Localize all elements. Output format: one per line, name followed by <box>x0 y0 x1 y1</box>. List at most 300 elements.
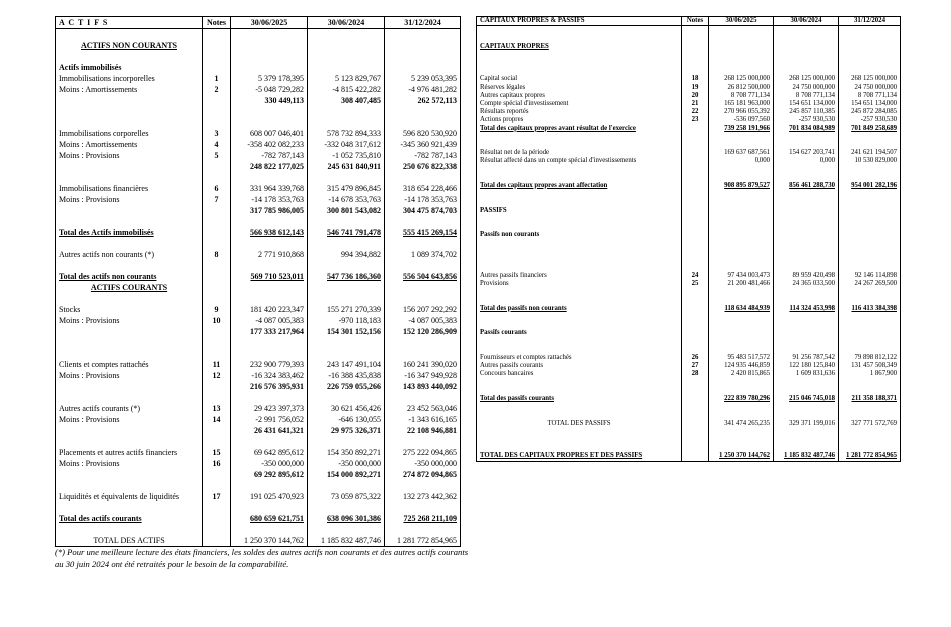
spacer-row <box>477 190 901 198</box>
row-label: Actions propres <box>477 116 682 124</box>
empty-cell <box>477 288 682 296</box>
spacer-row <box>477 198 901 206</box>
value-2024-12: 556 504 643,856 <box>385 271 461 282</box>
empty-cell <box>385 106 461 117</box>
empty-cell <box>385 392 461 403</box>
empty-cell <box>774 198 839 206</box>
spacer-row <box>477 411 901 419</box>
value-2024-06: -332 048 317,612 <box>308 139 385 150</box>
value-2025-06: 222 839 780,296 <box>709 395 774 403</box>
note-ref: 28 <box>682 370 709 378</box>
empty-cell <box>385 117 461 128</box>
empty-cell <box>477 379 682 387</box>
note-ref <box>682 149 709 157</box>
note-ref: 22 <box>682 108 709 116</box>
value-2024-06: 300 801 543,082 <box>308 205 385 216</box>
empty-cell <box>839 313 901 321</box>
row-label: Autres passifs financiers <box>477 272 682 280</box>
empty-cell <box>231 293 308 304</box>
empty-cell <box>385 480 461 491</box>
empty-cell <box>709 428 774 436</box>
value-2024-12: -16 347 949,928 <box>385 370 461 381</box>
empty-cell <box>308 40 385 51</box>
empty-cell <box>682 247 709 255</box>
note-ref: 21 <box>682 100 709 108</box>
value-2024-12: -350 000,000 <box>385 458 461 469</box>
table-row <box>56 205 461 216</box>
empty-cell <box>477 313 682 321</box>
section-heading: ACTIFS NON COURANTS <box>56 40 203 51</box>
empty-cell <box>839 288 901 296</box>
table-row <box>56 194 461 205</box>
empty-cell <box>308 117 385 128</box>
spacer-row <box>477 174 901 182</box>
empty-cell <box>709 141 774 149</box>
value-2025-06: 216 576 395,931 <box>231 381 308 392</box>
empty-cell <box>308 337 385 348</box>
empty-cell <box>709 444 774 452</box>
spacer-row <box>477 215 901 223</box>
value-2024-06: 215 046 745,018 <box>774 395 839 403</box>
value-2025-06: 739 258 191,966 <box>709 125 774 133</box>
value-2024-06: 1 609 831,636 <box>774 370 839 378</box>
value-2025-06: 26 812 500,000 <box>709 84 774 92</box>
note-ref <box>203 205 231 216</box>
spacer-row <box>477 264 901 272</box>
row-label: Autres actifs courants (*) <box>56 403 203 414</box>
spacer-row <box>56 260 461 271</box>
value-2024-06: 114 324 453,998 <box>774 305 839 313</box>
section-heading: ACTIFS COURANTS <box>56 282 203 293</box>
empty-cell <box>203 40 231 51</box>
value-2024-06: 856 461 288,730 <box>774 182 839 190</box>
empty-cell <box>774 428 839 436</box>
empty-cell <box>682 387 709 395</box>
empty-cell <box>682 313 709 321</box>
empty-cell <box>839 190 901 198</box>
table-row <box>56 425 461 436</box>
empty-cell <box>203 172 231 183</box>
note-ref <box>203 326 231 337</box>
row-label: Résultat affecté dans un compte spécial d'investissements <box>477 157 682 165</box>
empty-cell <box>682 43 709 51</box>
note-ref <box>203 95 231 106</box>
empty-cell <box>203 436 231 447</box>
note-ref: 12 <box>203 370 231 381</box>
empty-cell <box>203 348 231 359</box>
note-ref: 9 <box>203 304 231 315</box>
spacer-row <box>56 480 461 491</box>
value-2025-06: 331 964 339,768 <box>231 183 308 194</box>
empty-cell <box>56 29 203 41</box>
empty-cell <box>56 524 203 535</box>
empty-cell <box>839 379 901 387</box>
empty-cell <box>709 338 774 346</box>
value-2024-06: 29 975 326,371 <box>308 425 385 436</box>
empty-cell <box>774 43 839 51</box>
empty-cell <box>231 524 308 535</box>
spacer-row <box>477 346 901 354</box>
empty-cell <box>56 216 203 227</box>
row-label: Moins : Amortissements <box>56 139 203 150</box>
empty-cell <box>56 436 203 447</box>
spacer-row <box>477 387 901 395</box>
value-2024-06: 0,000 <box>774 157 839 165</box>
value-2024-06: 155 271 270,339 <box>308 304 385 315</box>
value-2024-06: 73 059 875,322 <box>308 491 385 502</box>
table-row <box>477 182 901 190</box>
note-ref: 19 <box>682 84 709 92</box>
empty-cell <box>308 172 385 183</box>
note-ref <box>682 182 709 190</box>
value-2024-06: 547 736 186,360 <box>308 271 385 282</box>
empty-cell <box>774 59 839 67</box>
empty-cell <box>839 198 901 206</box>
row-label: Clients et comptes rattachés <box>56 359 203 370</box>
table-row <box>477 149 901 157</box>
note-ref: 13 <box>203 403 231 414</box>
spacer-row <box>477 223 901 231</box>
value-2024-06: 329 371 199,016 <box>774 420 839 428</box>
empty-cell <box>709 198 774 206</box>
value-2024-06: 268 125 000,000 <box>774 75 839 83</box>
table-row <box>477 157 901 165</box>
value-2025-06: -5 048 729,282 <box>231 84 308 95</box>
empty-cell <box>477 215 682 223</box>
row-label: Capital social <box>477 75 682 83</box>
empty-cell <box>477 297 682 305</box>
note-ref: 18 <box>682 75 709 83</box>
empty-cell <box>682 338 709 346</box>
empty-cell <box>477 174 682 182</box>
empty-cell <box>709 207 774 215</box>
empty-cell <box>682 428 709 436</box>
spacer-row <box>477 321 901 329</box>
value-2024-12: 24 750 000,000 <box>839 84 901 92</box>
table-row <box>477 100 901 108</box>
empty-cell <box>477 34 682 42</box>
note-ref: 20 <box>682 92 709 100</box>
value-2024-06: -646 130,055 <box>308 414 385 425</box>
value-2025-06: 95 483 517,572 <box>709 354 774 362</box>
empty-cell <box>231 392 308 403</box>
empty-cell <box>709 264 774 272</box>
value-2025-06: 2 420 815,865 <box>709 370 774 378</box>
empty-cell <box>774 239 839 247</box>
empty-cell <box>839 403 901 411</box>
section-heading-row <box>477 207 901 215</box>
header-date: 30/06/2025 <box>709 17 774 26</box>
value-2024-06: -350 000,000 <box>308 458 385 469</box>
table-row <box>56 381 461 392</box>
empty-cell <box>839 297 901 305</box>
empty-cell <box>682 436 709 444</box>
row-label: Total des passifs non courants <box>477 305 682 313</box>
empty-cell <box>774 247 839 255</box>
row-label: Autres actifs non courants (*) <box>56 249 203 260</box>
note-ref <box>682 420 709 428</box>
value-2024-12: 131 457 508,349 <box>839 362 901 370</box>
table-row <box>56 414 461 425</box>
empty-cell <box>477 444 682 452</box>
empty-cell <box>839 174 901 182</box>
table-row <box>56 271 461 282</box>
table-row <box>56 139 461 150</box>
value-2025-06: -4 087 005,383 <box>231 315 308 326</box>
table-row <box>477 280 901 288</box>
empty-cell <box>308 293 385 304</box>
value-2025-06: 124 935 446,859 <box>709 362 774 370</box>
empty-cell <box>56 238 203 249</box>
section-heading: CAPITAUX PROPRES <box>477 43 682 51</box>
empty-cell <box>682 190 709 198</box>
note-ref <box>203 425 231 436</box>
empty-cell <box>709 166 774 174</box>
empty-cell <box>203 117 231 128</box>
table-row <box>477 354 901 362</box>
value-2024-12: 1 281 772 854,965 <box>385 535 461 547</box>
empty-cell <box>682 198 709 206</box>
empty-cell <box>774 288 839 296</box>
value-2025-06: 341 474 265,235 <box>709 420 774 428</box>
empty-cell <box>682 321 709 329</box>
empty-cell <box>682 51 709 59</box>
value-2024-06: -970 118,183 <box>308 315 385 326</box>
value-2025-06: 232 900 779,393 <box>231 359 308 370</box>
table-row <box>477 92 901 100</box>
value-2025-06: 680 659 621,751 <box>231 513 308 524</box>
value-2024-06: 243 147 491,104 <box>308 359 385 370</box>
row-label <box>56 205 203 216</box>
empty-cell <box>385 51 461 62</box>
note-ref <box>203 513 231 524</box>
value-2024-06: 578 732 894,333 <box>308 128 385 139</box>
row-label: TOTAL DES ACTIFS <box>56 535 203 547</box>
value-2025-06: 26 431 641,321 <box>231 425 308 436</box>
section-heading: Actifs immobilisés <box>56 62 203 73</box>
value-2025-06: 191 025 470,923 <box>231 491 308 502</box>
note-ref: 16 <box>203 458 231 469</box>
spacer-row <box>56 29 461 41</box>
section-heading-row <box>56 62 461 73</box>
spacer-row <box>56 238 461 249</box>
table-row <box>56 249 461 260</box>
spacer-row <box>56 216 461 227</box>
note-ref: 4 <box>203 139 231 150</box>
spacer-row <box>477 428 901 436</box>
header-date: 30/06/2025 <box>231 17 308 29</box>
value-2024-06: 89 959 420,498 <box>774 272 839 280</box>
spacer-row <box>56 51 461 62</box>
value-2024-12: 268 125 000,000 <box>839 75 901 83</box>
empty-cell <box>709 297 774 305</box>
empty-cell <box>774 436 839 444</box>
spacer-row <box>477 133 901 141</box>
table-row <box>56 304 461 315</box>
empty-cell <box>709 313 774 321</box>
empty-cell <box>477 436 682 444</box>
value-2025-06: 69 292 895,612 <box>231 469 308 480</box>
empty-cell <box>709 67 774 75</box>
empty-cell <box>709 387 774 395</box>
table-row <box>56 491 461 502</box>
value-2025-06: 177 333 217,964 <box>231 326 308 337</box>
spacer-row <box>477 403 901 411</box>
empty-cell <box>682 231 709 239</box>
table-row <box>56 513 461 524</box>
value-2024-12: 152 120 286,909 <box>385 326 461 337</box>
row-label <box>56 95 203 106</box>
header-date: 30/06/2024 <box>774 17 839 26</box>
spacer-row <box>477 166 901 174</box>
empty-cell <box>231 62 308 73</box>
value-2024-12: -782 787,143 <box>385 150 461 161</box>
spacer-row <box>56 117 461 128</box>
note-ref: 15 <box>203 447 231 458</box>
spacer-row <box>477 338 901 346</box>
spacer-row <box>477 313 901 321</box>
empty-cell <box>774 411 839 419</box>
spacer-row <box>477 297 901 305</box>
empty-cell <box>682 215 709 223</box>
empty-cell <box>231 117 308 128</box>
value-2025-06: 165 181 963,000 <box>709 100 774 108</box>
row-label: Fournisseurs et comptes rattachés <box>477 354 682 362</box>
value-2024-12: 154 651 134,000 <box>839 100 901 108</box>
empty-cell <box>774 321 839 329</box>
empty-cell <box>231 29 308 41</box>
value-2025-06: 2 771 910,868 <box>231 249 308 260</box>
table-row <box>477 125 901 133</box>
value-2024-12: 596 820 530,920 <box>385 128 461 139</box>
empty-cell <box>682 264 709 272</box>
empty-cell <box>477 67 682 75</box>
section-heading-row <box>56 40 461 51</box>
value-2025-06: 1 250 370 144,762 <box>709 452 774 461</box>
note-ref <box>203 535 231 547</box>
value-2024-06: 546 741 791,478 <box>308 227 385 238</box>
empty-cell <box>385 348 461 359</box>
empty-cell <box>308 51 385 62</box>
spacer-row <box>477 247 901 255</box>
value-2025-06: 21 200 481,466 <box>709 280 774 288</box>
value-2025-06: 69 642 895,612 <box>231 447 308 458</box>
spacer-row <box>56 524 461 535</box>
value-2024-12: 132 273 442,362 <box>385 491 461 502</box>
empty-cell <box>774 190 839 198</box>
table-row <box>56 150 461 161</box>
empty-cell <box>682 223 709 231</box>
empty-cell <box>385 62 461 73</box>
empty-cell <box>231 260 308 271</box>
table-row <box>477 116 901 124</box>
empty-cell <box>477 256 682 264</box>
value-2024-12: 143 893 440,092 <box>385 381 461 392</box>
value-2024-12: 79 898 812,122 <box>839 354 901 362</box>
value-2024-06: -1 052 735,810 <box>308 150 385 161</box>
empty-cell <box>839 256 901 264</box>
empty-cell <box>308 216 385 227</box>
empty-cell <box>56 117 203 128</box>
spacer-row <box>56 502 461 513</box>
empty-cell <box>477 264 682 272</box>
table-row <box>56 359 461 370</box>
row-label: TOTAL DES CAPITAUX PROPRES ET DES PASSIFS <box>477 452 682 461</box>
empty-cell <box>477 26 682 35</box>
empty-cell <box>682 288 709 296</box>
table-row <box>56 535 461 547</box>
section-heading-row <box>477 231 901 239</box>
value-2025-06: 97 434 003,473 <box>709 272 774 280</box>
empty-cell <box>839 223 901 231</box>
empty-cell <box>56 480 203 491</box>
note-ref <box>682 395 709 403</box>
empty-cell <box>709 411 774 419</box>
value-2024-12: 304 475 874,703 <box>385 205 461 216</box>
value-2025-06: -16 324 383,462 <box>231 370 308 381</box>
empty-cell <box>774 51 839 59</box>
empty-cell <box>709 247 774 255</box>
empty-cell <box>839 26 901 35</box>
section-heading: PASSIFS <box>477 207 682 215</box>
section-heading-row <box>477 329 901 337</box>
spacer-row <box>477 59 901 67</box>
empty-cell <box>231 436 308 447</box>
empty-cell <box>839 338 901 346</box>
row-label: Liquidités et équivalents de liquidités <box>56 491 203 502</box>
note-ref <box>203 227 231 238</box>
row-label <box>56 161 203 172</box>
empty-cell <box>231 216 308 227</box>
value-2025-06: -350 000,000 <box>231 458 308 469</box>
empty-cell <box>839 67 901 75</box>
empty-cell <box>682 239 709 247</box>
empty-cell <box>709 436 774 444</box>
empty-cell <box>682 403 709 411</box>
note-ref: 5 <box>203 150 231 161</box>
passifs-table <box>476 16 901 462</box>
value-2025-06: 270 966 055,392 <box>709 108 774 116</box>
value-2025-06: 608 007 046,401 <box>231 128 308 139</box>
empty-cell <box>839 133 901 141</box>
empty-cell <box>203 62 231 73</box>
empty-cell <box>709 133 774 141</box>
value-2024-12: 10 530 829,000 <box>839 157 901 165</box>
value-2024-12: 245 872 284,085 <box>839 108 901 116</box>
empty-cell <box>308 238 385 249</box>
note-ref: 6 <box>203 183 231 194</box>
table-row <box>56 458 461 469</box>
empty-cell <box>477 166 682 174</box>
value-2024-12: 954 001 282,196 <box>839 182 901 190</box>
empty-cell <box>774 313 839 321</box>
value-2024-12: -4 976 481,282 <box>385 84 461 95</box>
spacer-row <box>56 172 461 183</box>
value-2024-06: -257 930,530 <box>774 116 839 124</box>
value-2024-12: 725 268 211,109 <box>385 513 461 524</box>
value-2024-06: 994 394,882 <box>308 249 385 260</box>
value-2024-06: 245 857 110,385 <box>774 108 839 116</box>
spacer-row <box>477 239 901 247</box>
empty-cell <box>839 215 901 223</box>
empty-cell <box>682 346 709 354</box>
note-ref: 3 <box>203 128 231 139</box>
empty-cell <box>308 106 385 117</box>
empty-cell <box>477 387 682 395</box>
empty-cell <box>385 502 461 513</box>
empty-cell <box>774 329 839 337</box>
empty-cell <box>709 239 774 247</box>
